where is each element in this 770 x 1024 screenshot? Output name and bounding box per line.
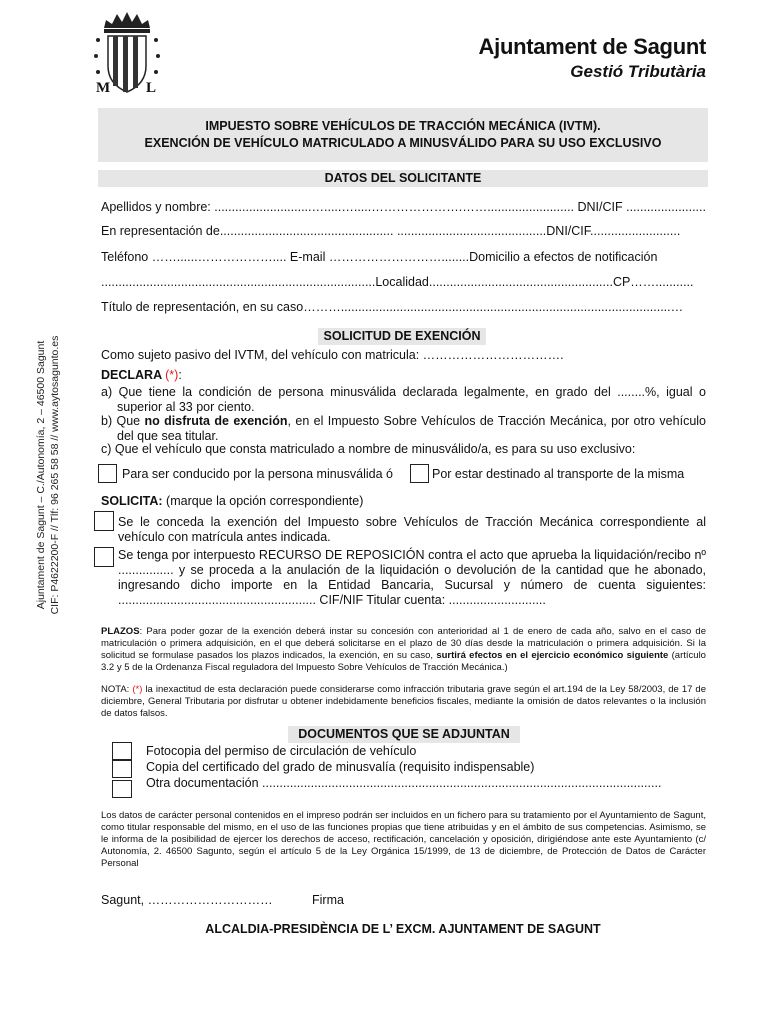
contact-field[interactable]: Teléfono ……......……………….... E-mail ………………………........Domicilio a efectos de notificación	[101, 250, 658, 264]
drive-checkbox[interactable]	[98, 464, 117, 483]
document-checkbox-3[interactable]	[112, 780, 132, 798]
required-mark: (*)	[165, 368, 179, 382]
plazos-note	[101, 626, 706, 674]
solicita-hint: (marque la opción correspondiente)	[162, 494, 364, 508]
signature-place-date[interactable]: Sagunt, …………………………	[101, 893, 273, 907]
item-b-bold: no disfruta de exención	[144, 414, 288, 428]
vehicle-plate-field[interactable]: Como sujeto pasivo del IVTM, del vehículo con matricula: …………………………….	[101, 348, 564, 362]
declaration-item-b	[101, 414, 706, 444]
plazos-label: PLAZOS	[101, 626, 140, 637]
side-address-line1: Ajuntament de Sagunt – C./Autonomía, 2 – 46500 Sagunt	[35, 340, 47, 610]
nota-label: NOTA:	[101, 684, 133, 695]
plazos-text2: (artículo 3.2 y 5 de la Ordenanza Fiscal reguladora del Impuesto Sobre Vehículos de Tracción Mecánica.)	[101, 650, 706, 673]
privacy-notice: Los datos de carácter personal contenidos en el impreso podrán ser incluidos en un fichero para su tratamiento por el Ayuntamiento de Sagunt, como titular responsable del mismo, en el uso de las funciones propias que tiene atribuidas y en el ámbito de sus competencias. Asimismo, se le informa de la posibilidad de ejercer los derechos de acceso, rectificación, cancelación y oposición, dirigiéndose ante este Ayuntamiento (c/ Autonomía, 2. 46500 Sagunto, según el artículo 5 de la Ley Orgánica 15/1999, de 13 de diciembre, de Protección de Datos de Carácter Personal	[101, 810, 706, 869]
declara-colon: :	[178, 368, 182, 382]
organization-header	[479, 34, 706, 82]
declaration-item-c: c) Que el vehículo que consta matriculado a nombre de minusválido/a, es para su uso exclusivo:	[101, 442, 636, 456]
plazos-text1: : Para poder gozar de la exención deberá instar su concesión con anterioridad al 1 de enero de cada año, salvo en el caso de matriculación o primera adquisición, en el que deberá solicitarse en el plazo de 30 días desde la matriculación o primera adquisición. Si la solicitud se formulase pasados los plazos indicados, la exención, en su caso,	[101, 626, 706, 661]
form-title-line1: IMPUESTO SOBRE VEHÍCULOS DE TRACCIÓN MECÁNICA (IVTM).	[205, 119, 601, 133]
document-item-1: Fotocopia del permiso de circulación de vehículo	[146, 744, 417, 758]
declaration-item-a: a) Que tiene la condición de persona minusválida declarada legalmente, en grado del ........%, igual o superior al 33 por ciento.	[101, 385, 706, 414]
request-heading: SOLICITUD DE EXENCIÓN	[318, 328, 486, 345]
declara-label: DECLARA	[101, 368, 162, 382]
signature-label: Firma	[312, 893, 344, 907]
document-checkbox-1[interactable]	[112, 742, 132, 760]
plazos-bold: surtirá efectos en el ejercicio económico siguiente	[436, 650, 669, 661]
item-b-pre: b) Que	[101, 414, 145, 428]
representation-title-field[interactable]: Título de representación, en su caso………...............................................................................................…	[101, 300, 684, 314]
form-title-line2: EXENCIÓN DE VEHÍCULO MATRICULADO A MINUSVÁLIDO PARA SU USO EXCLUSIVO	[144, 136, 662, 150]
exemption-option-text: Se le conceda la exención del Impuesto sobre Vehículos de Tracción Mecánica correspondiente al vehículo con matrícula antes indicada.	[118, 515, 706, 544]
exemption-checkbox[interactable]	[94, 511, 114, 531]
transport-checkbox[interactable]	[410, 464, 429, 483]
nota-mark: (*)	[132, 684, 143, 695]
document-item-2: Copia del certificado del grado de minusvalía (requisito indispensable)	[146, 760, 535, 774]
footer-authority: ALCALDIA-PRESIDÈNCIA DE L’ EXCM. AJUNTAMENT DE SAGUNT	[205, 922, 601, 936]
nota-text: la inexactitud de esta declaración puede considerarse como infracción tributaria grave según el art.194 de la Ley 58/2003, de 17 de diciembre, General Tributaria por disfrutar u obtener indebidamente beneficios fiscales, mediante la omisión de datos relevantes o la inclusión de datos falsos.	[101, 684, 706, 719]
transport-option-label: Por estar destinado al transporte de la misma	[432, 467, 685, 481]
applicant-name-field[interactable]: Apellidos y nombre: ............................….....….....………………….……......................... DNI/CIF .......................	[101, 200, 706, 214]
solicita-label: SOLICITA:	[101, 494, 163, 508]
side-address-line2: CIF: P4622200-F // Tlf: 96 265 58 58 // www.aytosagunto.es	[49, 335, 61, 615]
declara-heading	[101, 368, 706, 382]
organization-name: Ajuntament de Sagunt	[478, 34, 706, 59]
appeal-option-text	[118, 548, 706, 608]
item-b-post: , en el Impuesto Sobre Vehículos de Tracción Mecánica, por otro vehículo del que sea titular.	[117, 414, 706, 443]
appeal-checkbox[interactable]	[94, 547, 114, 567]
logo-letter-m: M	[96, 80, 111, 96]
document-item-3: Otra documentación ...................................................................................................................	[146, 776, 662, 790]
form-title	[98, 108, 708, 162]
solicita-heading	[101, 494, 706, 508]
address-field[interactable]: ...............................................................................Localidad.....................................................CP……...........	[101, 275, 694, 289]
document-checkbox-2[interactable]	[112, 760, 132, 778]
logo-letter-l: L	[145, 80, 156, 96]
representative-field[interactable]: En representación de.................................................. ...........................................DNI/CIF..........................	[101, 224, 681, 238]
organization-department: Gestió Tributària	[570, 62, 706, 81]
appeal-option-content: Se tenga por interpuesto RECURSO DE REPOSICIÓN contra el acto que aprueba la liquidación/recibo nº ................ y se proceda a la anulación de la liquidación o devolución de la cantidad que he abonado, ingresando dicho importe en la Entidad Bancaria, Sucursal y número de cuenta siguientes: ......................................................... CIF/NIF Titular cuenta: ............................	[118, 548, 706, 607]
side-address-text	[14, 330, 74, 620]
drive-option-label: Para ser conducido por la persona minusválida ó	[122, 467, 393, 481]
coat-of-arms-logo	[92, 10, 162, 102]
nota-note	[101, 684, 706, 720]
applicant-heading: DATOS DEL SOLICITANTE	[98, 170, 708, 187]
documents-heading: DOCUMENTOS QUE SE ADJUNTAN	[288, 726, 520, 743]
